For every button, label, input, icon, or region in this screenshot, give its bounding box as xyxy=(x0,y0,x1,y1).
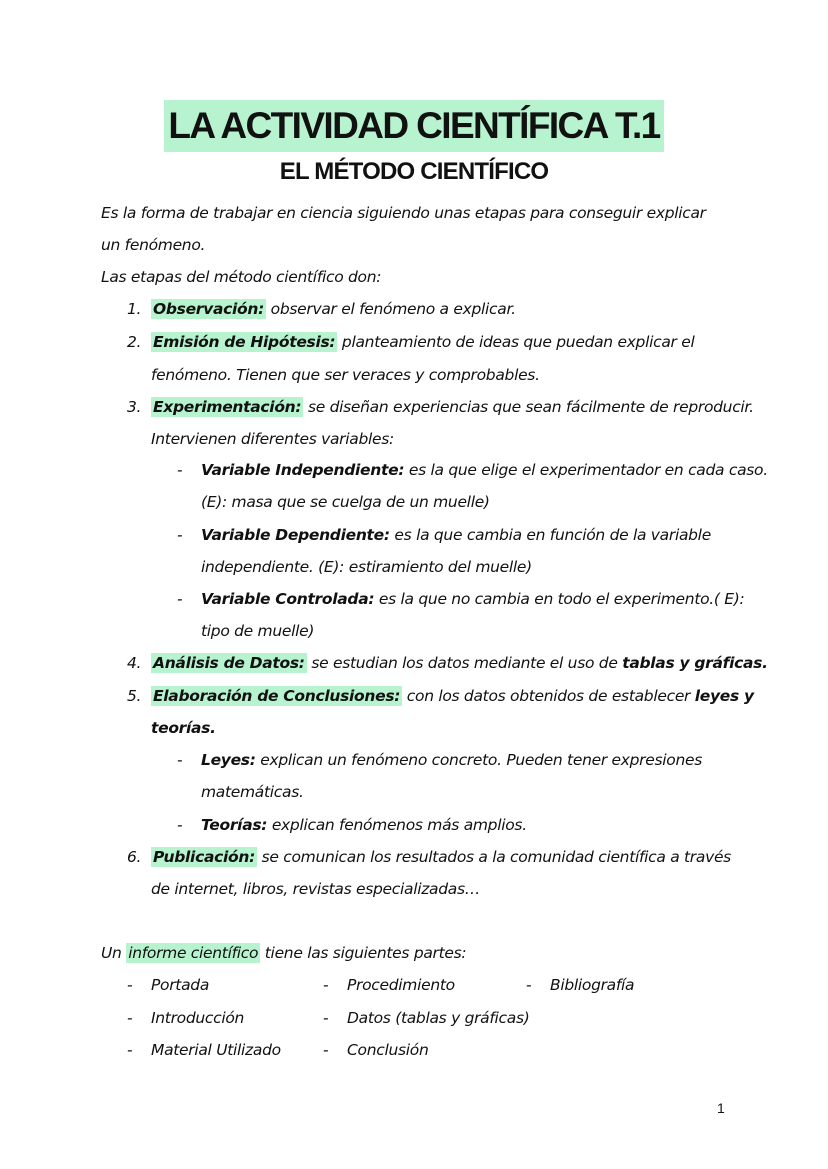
step-item xyxy=(127,298,516,320)
variable-continuation: independiente. (E): estiramiento del muelle) xyxy=(201,558,532,576)
intro-line: Las etapas del método científico don: xyxy=(101,268,382,286)
conclusion-continuation: matemáticas. xyxy=(201,783,304,801)
variable-text: es la que elige el experimentador en cada caso. xyxy=(404,461,768,479)
page-number: 1 xyxy=(717,1100,725,1116)
intro-line: Es la forma de trabajar en ciencia siguiendo unas etapas para conseguir explicar xyxy=(101,204,706,222)
report-intro: Un informe científico tiene las siguientes partes: xyxy=(101,944,467,962)
bullet-dash: - xyxy=(177,526,183,544)
bullet-dash: - xyxy=(177,816,183,834)
step-number: 4. xyxy=(127,654,142,672)
step-term: Publicación: xyxy=(153,848,255,866)
page-title: LA ACTIVIDAD CIENTÍFICA T.1 xyxy=(0,100,828,152)
report-part: - Portada xyxy=(127,976,210,994)
step-text: planteamiento de ideas que puedan explicar el xyxy=(337,333,695,351)
step-number: 1. xyxy=(127,300,142,318)
step-continuation: de internet, libros, revistas especializadas… xyxy=(151,880,480,898)
conclusion-item xyxy=(177,749,702,771)
step-term: Experimentación: xyxy=(153,398,302,416)
variable-item xyxy=(177,588,744,610)
step-number: 2. xyxy=(127,333,142,351)
variable-item xyxy=(177,524,711,546)
step-number: 6. xyxy=(127,848,142,866)
step-text: se diseñan experiencias que sean fácilmente de reproducir. xyxy=(303,398,754,416)
report-part: - Introducción xyxy=(127,1009,245,1027)
report-part: - Procedimiento xyxy=(323,976,455,994)
step-bold-text: tablas y gráficas. xyxy=(622,654,768,672)
step-continuation: fenómeno. Tienen que ser veraces y comprobables. xyxy=(151,366,540,384)
variable-continuation: tipo de muelle) xyxy=(201,622,315,640)
report-term: informe científico xyxy=(128,944,259,962)
bullet-dash: - xyxy=(177,590,183,608)
step-item xyxy=(127,685,754,707)
report-part: - Material Utilizado xyxy=(127,1041,281,1059)
report-part: - Conclusión xyxy=(323,1041,429,1059)
report-part: - Bibliografía xyxy=(526,976,635,994)
step-text: con los datos obtenidos de establecer xyxy=(402,687,695,705)
report-part: - Datos (tablas y gráficas) xyxy=(323,1009,530,1027)
conclusion-item xyxy=(177,814,527,836)
step-bold-text: leyes y xyxy=(694,687,754,705)
step-item xyxy=(127,652,768,674)
step-number: 5. xyxy=(127,687,142,705)
step-number: 3. xyxy=(127,398,142,416)
variable-term: Variable Independiente: xyxy=(201,461,405,479)
step-text: observar el fenómeno a explicar. xyxy=(266,300,516,318)
step-continuation: Intervienen diferentes variables: xyxy=(151,430,394,448)
intro-line: un fenómeno. xyxy=(101,236,206,254)
bullet-dash: - xyxy=(177,751,183,769)
step-continuation: teorías. xyxy=(151,719,216,737)
conclusion-term: Leyes: xyxy=(201,751,256,769)
conclusion-text: explican fenómenos más amplios. xyxy=(267,816,527,834)
variable-item xyxy=(177,459,768,481)
variable-text: es la que cambia en función de la variable xyxy=(389,526,711,544)
conclusion-term: Teorías: xyxy=(201,816,268,834)
variable-term: Variable Controlada: xyxy=(201,590,375,608)
variable-term: Variable Dependiente: xyxy=(201,526,390,544)
step-term: Emisión de Hipótesis: xyxy=(153,333,336,351)
step-text: se comunican los resultados a la comunidad científica a través xyxy=(257,848,731,866)
step-item xyxy=(127,396,754,418)
step-text: se estudian los datos mediante el uso de xyxy=(306,654,623,672)
conclusion-text: explican un fenómeno concreto. Pueden tener expresiones xyxy=(255,751,702,769)
step-term: Análisis de Datos: xyxy=(153,654,305,672)
step-term: Observación: xyxy=(153,300,265,318)
variable-text: es la que no cambia en todo el experimento.( E): xyxy=(374,590,745,608)
bullet-dash: - xyxy=(177,461,183,479)
step-item xyxy=(127,331,694,353)
step-item xyxy=(127,846,731,868)
step-term: Elaboración de Conclusiones: xyxy=(153,687,401,705)
page-subtitle: EL MÉTODO CIENTÍFICO xyxy=(279,158,549,185)
variable-continuation: (E): masa que se cuelga de un muelle) xyxy=(201,493,490,511)
